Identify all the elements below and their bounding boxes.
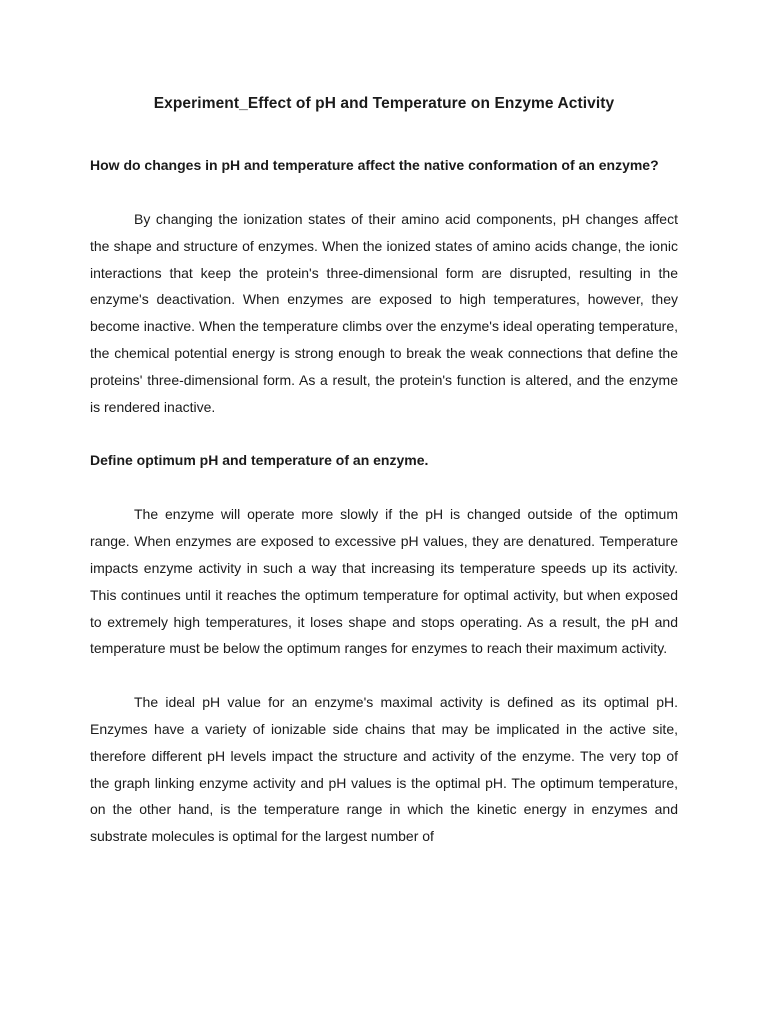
section-native-conformation	[90, 152, 678, 420]
body-paragraph: By changing the ionization states of their amino acid components, pH changes affect the shape and structure of enzymes. When the ionized states of amino acids change, the ionic interactions that keep the protein's three-dimensional form are disrupted, resulting in the enzyme's deactivation. When enzymes are exposed to high temperatures, however, they become inactive. When the temperature climbs over the enzyme's ideal operating temperature, the chemical potential energy is strong enough to break the weak connections that define the proteins' three-dimensional form. As a result, the protein's function is altered, and the enzyme is rendered inactive.	[90, 211, 678, 415]
body-paragraph: The enzyme will operate more slowly if the pH is changed outside of the optimum range. When enzymes are exposed to excessive pH values, they are denatured. Temperature impacts enzyme activity in such a way that increasing its temperature speeds up its activity. This continues until it reaches the optimum temperature for optimal activity, but when exposed to extremely high temperatures, it loses shape and stops operating. As a result, the pH and temperature must be below the optimum ranges for enzymes to reach their maximum activity.	[90, 506, 678, 657]
question-heading: How do changes in pH and temperature affect the native conformation of an enzyme?	[90, 157, 659, 173]
document-title: Experiment_Effect of pH and Temperature on Enzyme Activity	[153, 95, 615, 112]
section-optimum-definition	[90, 447, 678, 850]
question-heading: Define optimum pH and temperature of an enzyme.	[90, 452, 429, 469]
body-paragraph: The ideal pH value for an enzyme's maximal activity is defined as its optimal pH. Enzymes have a variety of ionizable side chains that may be implicated in the active site, therefore different pH levels impact the structure and activity of the enzyme. The very top of the graph linking enzyme activity and pH values is the optimal pH. The optimum temperature, on the other hand, is the temperature range in which the kinetic energy in enzymes and substrate molecules is optimal for the largest number of	[90, 694, 678, 845]
